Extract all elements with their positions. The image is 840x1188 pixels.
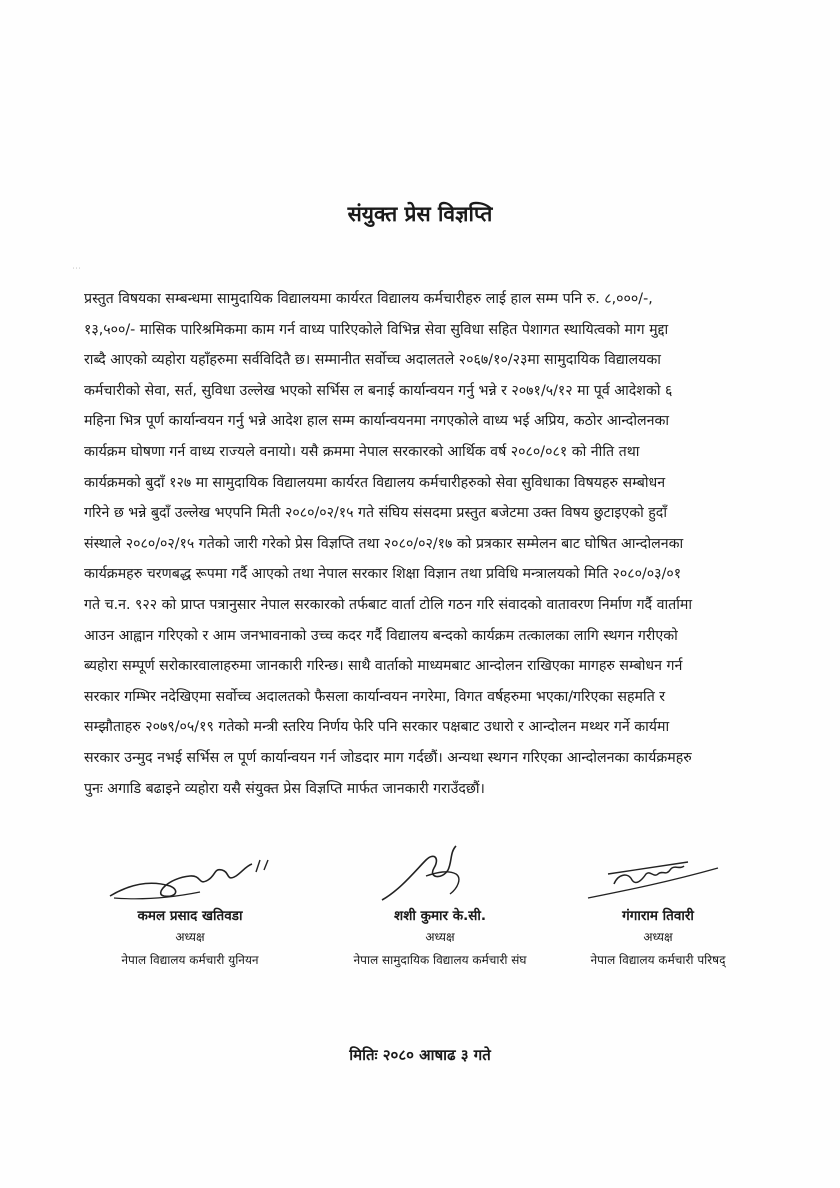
signatory-organization: नेपाल विद्यालय कर्मचारी युनियन: [121, 953, 259, 967]
document-date: मितिः २०८० आषाढ ३ गते: [349, 1046, 491, 1064]
signatory-organization: नेपाल सामुदायिक विद्यालय कर्मचारी संघ: [353, 953, 527, 967]
body-line: संस्थाले २०८०/०२/१५ गतेको जारी गरेको प्रेस विज्ञप्ति तथा २०८०/०२/१७ को प्रत्रकार सम्मेलन बाट घोषित आन्दोलनका: [84, 535, 684, 552]
signatory-role: अध्यक्ष: [643, 930, 673, 944]
document-title: संयुक्त प्रेस विज्ञप्ति: [347, 202, 493, 226]
body-line: महिना भित्र पूर्ण कार्यान्वयन गर्नु भन्ने आदेश हाल सम्म कार्यान्वयनमा नगएकोले वाध्य भई अप्रिय, कठोर आन्दोलनका: [84, 413, 670, 430]
signatory-block: [548, 840, 768, 968]
body-line: कर्मचारीको सेवा, सर्त, सुविधा उल्लेख भएको सर्भिस ल बनाई कार्यान्वयन गर्नु भन्ने र २०७१/५/१२ मा पूर्व आदेशको ६: [84, 382, 673, 399]
body-line: ब्यहोरा सम्पूर्ण सरोकारवालाहरुमा जानकारी गरिन्छ। साथै वार्ताको माध्यमबाट आन्दोलन राखिएका मागहरु सम्बोधन गर्न: [84, 658, 683, 675]
body-line: सम्झौताहरु २०७९/०५/१९ गतेको मन्त्री स्तरिय निर्णय फेरि पनि सरकार पक्षबाट उधारो र आन्दोलन मथ्थर गर्ने कार्यमा: [84, 719, 670, 736]
body-line: कार्यक्रम घोषणा गर्न वाध्य राज्यले वनायो। यसै क्रममा नेपाल सरकारको आर्थिक वर्ष २०८०/०८१ को नीति तथा: [84, 443, 640, 460]
body-line: १३,५००/- मासिक पारिश्रमिकमा काम गर्न वाध्य पारिएकोले विभिन्न सेवा सुविधा सहित पेशागत स्थायित्वको माग मुद्दा: [84, 321, 669, 338]
handwritten-signature: [330, 840, 550, 906]
handwritten-signature: [80, 840, 300, 906]
body-line: पुनः अगाडि बढाइने व्यहोरा यसै संयुक्त प्रेस विज्ञप्ति मार्फत जानकारी गराउँदछौं।: [84, 780, 485, 797]
body-line: प्रस्तुत विषयका सम्बन्धमा सामुदायिक विद्यालयमा कार्यरत विद्यालय कर्मचारीहरु लाई हाल सम्म पनि रु. ८,०००/-,: [84, 291, 653, 307]
handwritten-signature: [548, 840, 768, 906]
body-line: गते च.न. ९२२ को प्राप्त पत्रानुसार नेपाल सरकारको तर्फबाट वार्ता टोलि गठन गरि संवादको वातावरण निर्माण गर्दै वार्तामा: [84, 596, 693, 613]
signatory-role: अध्यक्ष: [425, 930, 455, 944]
signatory-block: [80, 840, 300, 968]
body-line: सरकार उन्मुद नभई सर्भिस ल पूर्ण कार्यान्वयन गर्न जोडदार माग गर्दछौं। अन्यथा स्थगन गरिएका आन्दोलनका कार्यक्रमहरु: [84, 749, 692, 766]
body-line: राब्दै आएको व्यहोरा यहाँहरुमा सर्वविदितै छ। सम्मानीत सर्वोच्च अदालतले २०६७/१०/२३मा सामुदायिक विद्यालयका: [84, 352, 661, 369]
signatory-name: कमल प्रसाद खतिवडा: [137, 908, 243, 924]
scan-smudge: ⋯: [72, 264, 81, 274]
signatory-name: गंगाराम तिवारी: [622, 908, 694, 924]
body-line: कार्यक्रमहरु चरणबद्ध रूपमा गर्दै आएको तथा नेपाल सरकार शिक्षा विज्ञान तथा प्रविधि मन्त्रालयको मिति २०८०/०३/०१: [84, 566, 682, 583]
signatory-name: शशी कुमार के.सी.: [394, 908, 486, 924]
body-line: गरिने छ भन्ने बुदाँ उल्लेख भएपनि मिती २०८०/०२/१५ गते संघिय संसदमा प्रस्तुत बजेटमा उक्त विषय छुटाइएको हुदाँ: [84, 505, 668, 522]
signatory-role: अध्यक्ष: [175, 930, 205, 944]
signatory-organization: नेपाल विद्यालय कर्मचारी परिषद्: [590, 953, 726, 967]
body-line: सरकार गम्भिर नदेखिएमा सर्वोच्च अदालतको फैसला कार्यान्वयन नगरेमा, विगत वर्षहरुमा भएका/गरिएका सहमति र: [84, 688, 666, 705]
body-line: आउन आह्वान गरिएको र आम जनभावनाको उच्च कदर गर्दै विद्यालय बन्दको कार्यक्रम तत्कालका लागि स्थगन गरीएको: [84, 627, 678, 644]
signatory-block: [330, 840, 550, 968]
body-line: कार्यक्रमको बुदाँ १२७ मा सामुदायिक विद्यालयमा कार्यरत विद्यालय कर्मचारीहरुको सेवा सुविधाका विषयहरु सम्बोधन: [84, 474, 666, 491]
document-body: [84, 284, 764, 804]
